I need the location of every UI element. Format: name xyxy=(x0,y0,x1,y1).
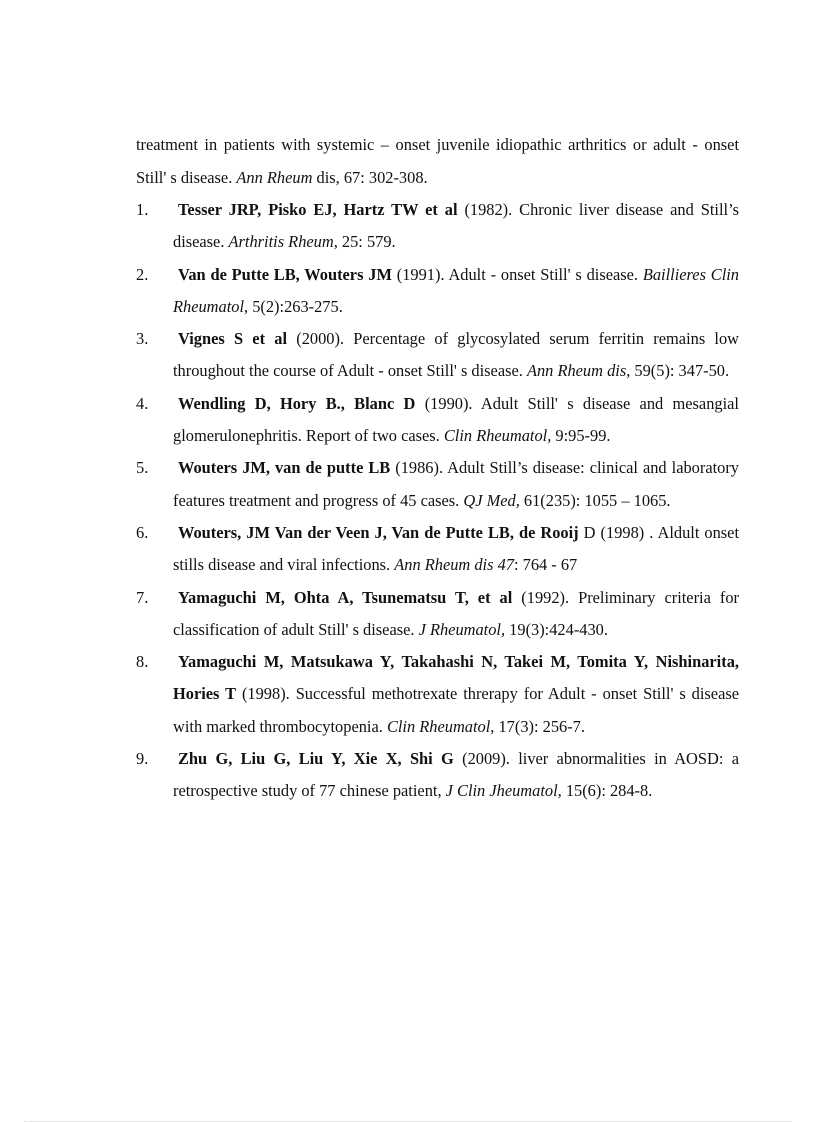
reference-text: (1998). Successful methotrexate threrapy for Adult - onset Still' s disease with marked thrombocytopenia. xyxy=(173,684,739,736)
reference-tail: 9:95-99. xyxy=(551,426,611,446)
reference-authors: Tesser JRP, Pisko EJ, Hartz TW et al xyxy=(178,200,458,219)
reference-text: D (1998) . Aldult onset stills disease and viral infections. xyxy=(173,522,740,575)
continued-reference-text: treatment in patients with systemic – onset juvenile idiopathic arthritics or adult - onset Still' s disease. xyxy=(136,135,739,187)
reference-text: (1992). Preliminary criteria for classification of adult Still' s disease. xyxy=(173,587,739,639)
reference-number: 8. xyxy=(136,652,149,672)
reference-item xyxy=(136,259,739,324)
reference-text: (2000). Percentage of glycosylated serum ferritin remains low throughout the course of Adult - onset Still' s disease. xyxy=(173,329,740,381)
reference-number: 9. xyxy=(136,749,149,769)
reference-journal: Baillieres Clin Rheumatol xyxy=(173,264,739,316)
reference-text: (1991). Adult - onset Still' s disease. xyxy=(391,264,643,284)
reference-list xyxy=(136,194,739,808)
reference-authors: Yamaguchi M, Matsukawa Y, Takahashi N, Takei M, Tomita Y, Nishinarita, Hories T xyxy=(173,652,739,704)
reference-tail: 59(5): 347-50. xyxy=(630,361,730,381)
continued-reference-journal: Ann Rheum xyxy=(236,167,313,187)
reference-journal: Ann Rheum dis 47 xyxy=(394,555,514,575)
reference-text: (1982). Chronic liver disease and Still’s disease. xyxy=(173,200,739,252)
reference-text: (1990). Adult Still' s disease and mesangial glomerulonephritis. Report of two cases. xyxy=(173,393,739,446)
reference-number: 4. xyxy=(136,393,149,413)
reference-tail: 17(3): 256-7. xyxy=(494,716,585,736)
reference-item xyxy=(136,323,739,388)
reference-authors: Zhu G, Liu G, Liu Y, Xie X, Shi G xyxy=(178,749,454,769)
reference-number: 6. xyxy=(136,522,149,542)
reference-number: 2. xyxy=(136,264,149,284)
reference-journal: Arthritis Rheum xyxy=(228,232,334,252)
reference-tail: , 25: 579. xyxy=(333,232,396,252)
continued-reference xyxy=(136,129,739,194)
reference-authors: Van de Putte LB, Wouters JM xyxy=(178,264,392,284)
reference-item xyxy=(136,646,739,743)
reference-journal: Ann Rheum dis, xyxy=(526,361,631,381)
reference-item xyxy=(136,388,739,453)
reference-tail: 19(3):424-430. xyxy=(505,619,608,639)
reference-journal: QJ Med, xyxy=(463,490,520,510)
reference-text: (2009). liver abnormalities in AOSD: a retrospective study of 77 chinese patient, xyxy=(173,749,739,801)
reference-number: 7. xyxy=(136,587,149,607)
reference-item xyxy=(136,582,739,647)
reference-authors: Wouters, JM Van der Veen J, Van de Putte LB, de Rooij xyxy=(178,522,579,542)
reference-item xyxy=(136,194,739,259)
reference-number: 5. xyxy=(136,458,149,478)
reference-item xyxy=(136,517,739,582)
reference-journal: J Clin Jheumatol xyxy=(445,781,558,801)
reference-number: 3. xyxy=(136,329,149,349)
reference-item xyxy=(136,743,739,808)
reference-tail: , 5(2):263-275. xyxy=(244,296,343,316)
reference-authors: Vignes S et al xyxy=(178,329,288,349)
reference-item xyxy=(136,452,739,517)
reference-tail: , 15(6): 284-8. xyxy=(557,781,653,801)
reference-journal: J Rheumatol, xyxy=(418,619,506,639)
reference-journal: Clin Rheumatol, xyxy=(386,716,495,736)
reference-text: (1986). Adult Still’s disease: clinical and laboratory features treatment and progress of 45 cases. xyxy=(173,458,739,510)
reference-number: 1. xyxy=(136,200,149,219)
reference-authors: Wouters JM, van de putte LB xyxy=(178,458,391,478)
reference-authors: Wendling D, Hory B., Blanc D xyxy=(178,393,416,413)
page-bottom-divider xyxy=(24,1121,792,1122)
reference-tail: : 764 - 67 xyxy=(513,555,578,575)
reference-authors: Yamaguchi M, Ohta A, Tsunematsu T, et al xyxy=(178,587,513,607)
reference-journal: Clin Rheumatol, xyxy=(443,426,552,446)
continued-reference-tail: dis, 67: 302-308. xyxy=(312,167,428,187)
reference-tail: 61(235): 1055 – 1065. xyxy=(519,490,671,510)
